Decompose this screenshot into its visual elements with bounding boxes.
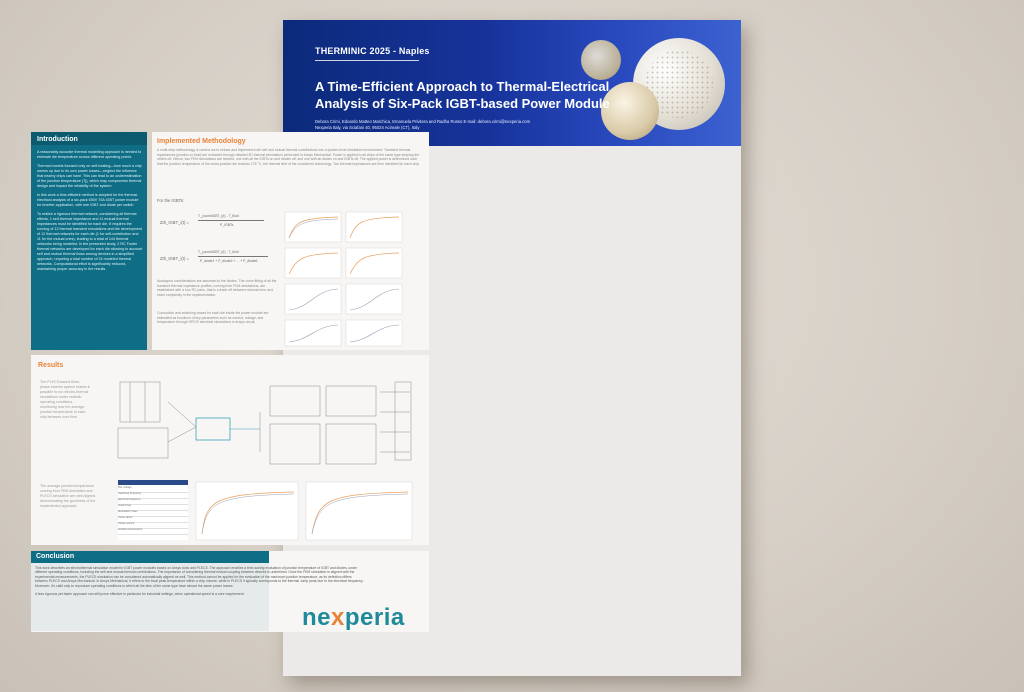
poster-title: A Time-Efficient Approach to Thermal-Electrical Analysis of Six-Pack IGBT-based Power Module: [315, 79, 610, 111]
formula-lhs: Zth_IGBT_i(t) =: [160, 256, 189, 261]
formula-lhs: Zth_IGBT_i(t) =: [160, 220, 189, 225]
paragraph: A reasonably accurate thermal modelling approach is needed to estimate die temperature across different operating points.: [37, 150, 142, 159]
igbt-label: For the IGBTs:: [157, 198, 184, 203]
table-row: Bus voltage: [118, 486, 188, 493]
paragraph: Thermal models focused only on self-heating—how much a chip warms up due to its own power losses—neglect the influence that nearby chips can have. This can lead to an underestimation of the junction temperature (Tj), which may compromise thermal design and impact the reliability of the system: [37, 164, 142, 188]
results-text: The PLECS-based three-phase inverter system makes it possible to run electro-thermal simulations under realistic operating conditions, monitoring how the average junction temperature of each chip behaves over time.: [40, 380, 90, 419]
table-row: Switching frequency: [118, 492, 188, 499]
logo-text: ne: [302, 604, 332, 631]
table-row: Ambient temperature: [118, 528, 188, 535]
formula-denominator: P_IGBTs: [220, 223, 234, 227]
methodology-text: A multi-step methodology is carried out to extract and implement both self and mutual thermal contributions into a system-level simulation environment. Transient thermal impedances (junction-to-fluid) are extracted through detailed 3D thermal simulations performed in Ansys Mechanical. Power is applied to all chips of the same type keeping the others off. Hence, two FEM simulations are needed, one with all the IGBTs on and diodes off, and one with all diodes on and IGBTs off. The applied power is determined such that the junction temperature of the worst-position die reaches 175 °C, the thermal limit of the considered technology. Two thermal impedances are then identified for each chip.: [157, 148, 420, 166]
conclusion-header: [31, 551, 269, 563]
methodology-text: Analogous considerations are assumed to the diodes. The curve fitting of all the transient thermal impedance profiles, coming from FEM simulations, are established with a four RC pairs, that is a trade off between minimal error and lower complexity in the implementation.: [157, 279, 277, 297]
section-title: Results: [38, 362, 64, 369]
paragraph: To realize a rigorous thermal network, considering all thermal effects, 1 self-thermal impedance and 11 mutual thermal impedances must be identified for each die. It requires the running of 12 thermal transient simulations and the development of 12 thermal networks for each die (1 for self-contribution and 11 for the mutual ones), leading to a total of 144 thermal networks being modeled. In the presented study, 2 RC Foster thermal networks are developed for each die allowing to account self and mutual thermal flows among devices in a simplified approach, requiring a total number of 24 modeled thermal networks. Computational effort is significantly reduced, maintaining proper accuracy in the results.: [37, 212, 143, 271]
section-title: Conclusion: [36, 553, 75, 560]
conclusion-text: [35, 566, 365, 596]
table-row: Phase current: [118, 522, 188, 529]
section-title: Introduction: [37, 136, 78, 143]
temperature-plots: [196, 482, 412, 540]
logo-text: peria: [344, 604, 405, 631]
paragraph: This work describes an electrothermal simulation model for IGBT power modules based on Ansys tools and PLECS. The approach enables a time-saving evaluation of junction temperature of IGBT and diodes, under different operating conditions, including the self and mutual thermal contributions. The importance of considering thermal mutual coupling between devices is underlined. Once the FEM simulation is aligned with the experimental measurements, the PLECS simulation can be considered automatically aligned as well. This method cannot be applied for the evaluation of the maximum junction temperature, as its definition differs between PLECS and Ansys Mechanical. In Ansys Mechanical, it refers to the local peak temperature within a chip volume, while in PLECS it typically corresponds to the thermal Jump peak due to the electrical frequency. Moreover, it's valid only to reproduce operating conditions in which all the dies of the same type have almost the same power losses.: [35, 566, 364, 588]
formula-numerator: T_j,worstIGBT_i(t) - T_fluid: [198, 214, 239, 218]
paragraph: In this work a time-efficient method is adopted for the thermal-electrical analysis of a six-pack 650V 75A IGBT power module for inverter application, with one IGBT and diode per switch: [37, 193, 139, 207]
formula-denominator: P_diode1 + P_diode2 + ... + P_diode6: [200, 259, 258, 263]
nexperia-logo: [302, 604, 405, 632]
formula-numerator: T_j,worstIGBT_i(t) - T_fluid: [198, 250, 239, 254]
conference-label: THERMINIC 2025 - Naples: [315, 46, 430, 56]
paragraph: A less rigorous yet faster approach can still prove effective in particular for industrial settings, when operational speed is a core requirement.: [35, 592, 245, 597]
table-row: Electrical frequency: [118, 498, 188, 505]
section-title: Implemented Methodology: [157, 138, 246, 145]
author-list: Debora Crimi, Edoardo Matteo Marchica, Emanuela Privitera and Radha Russo E-mail: debora.crimi@nexperia.com: [315, 119, 531, 124]
results-text: The average junction temperature coming from FEM simulation and PLECS simulation are well aligned, demonstrating the goodness of the implemented approach.: [40, 484, 96, 508]
affiliation: Nexperia Italy, via Sciafani 40, 95024 Acireale (CT), Italy: [315, 125, 420, 130]
logo-x: x: [331, 604, 345, 631]
methodology-text: Conduction and switching losses for each die inside the power module are estimated as functions of key parameters such as current, voltage, and temperature through SPICE electrical simulations in Ansys circuit.: [157, 311, 269, 325]
table-row: Modulation index: [118, 510, 188, 517]
table-row: Power factor: [118, 516, 188, 523]
table-row: Output freq: [118, 504, 188, 511]
